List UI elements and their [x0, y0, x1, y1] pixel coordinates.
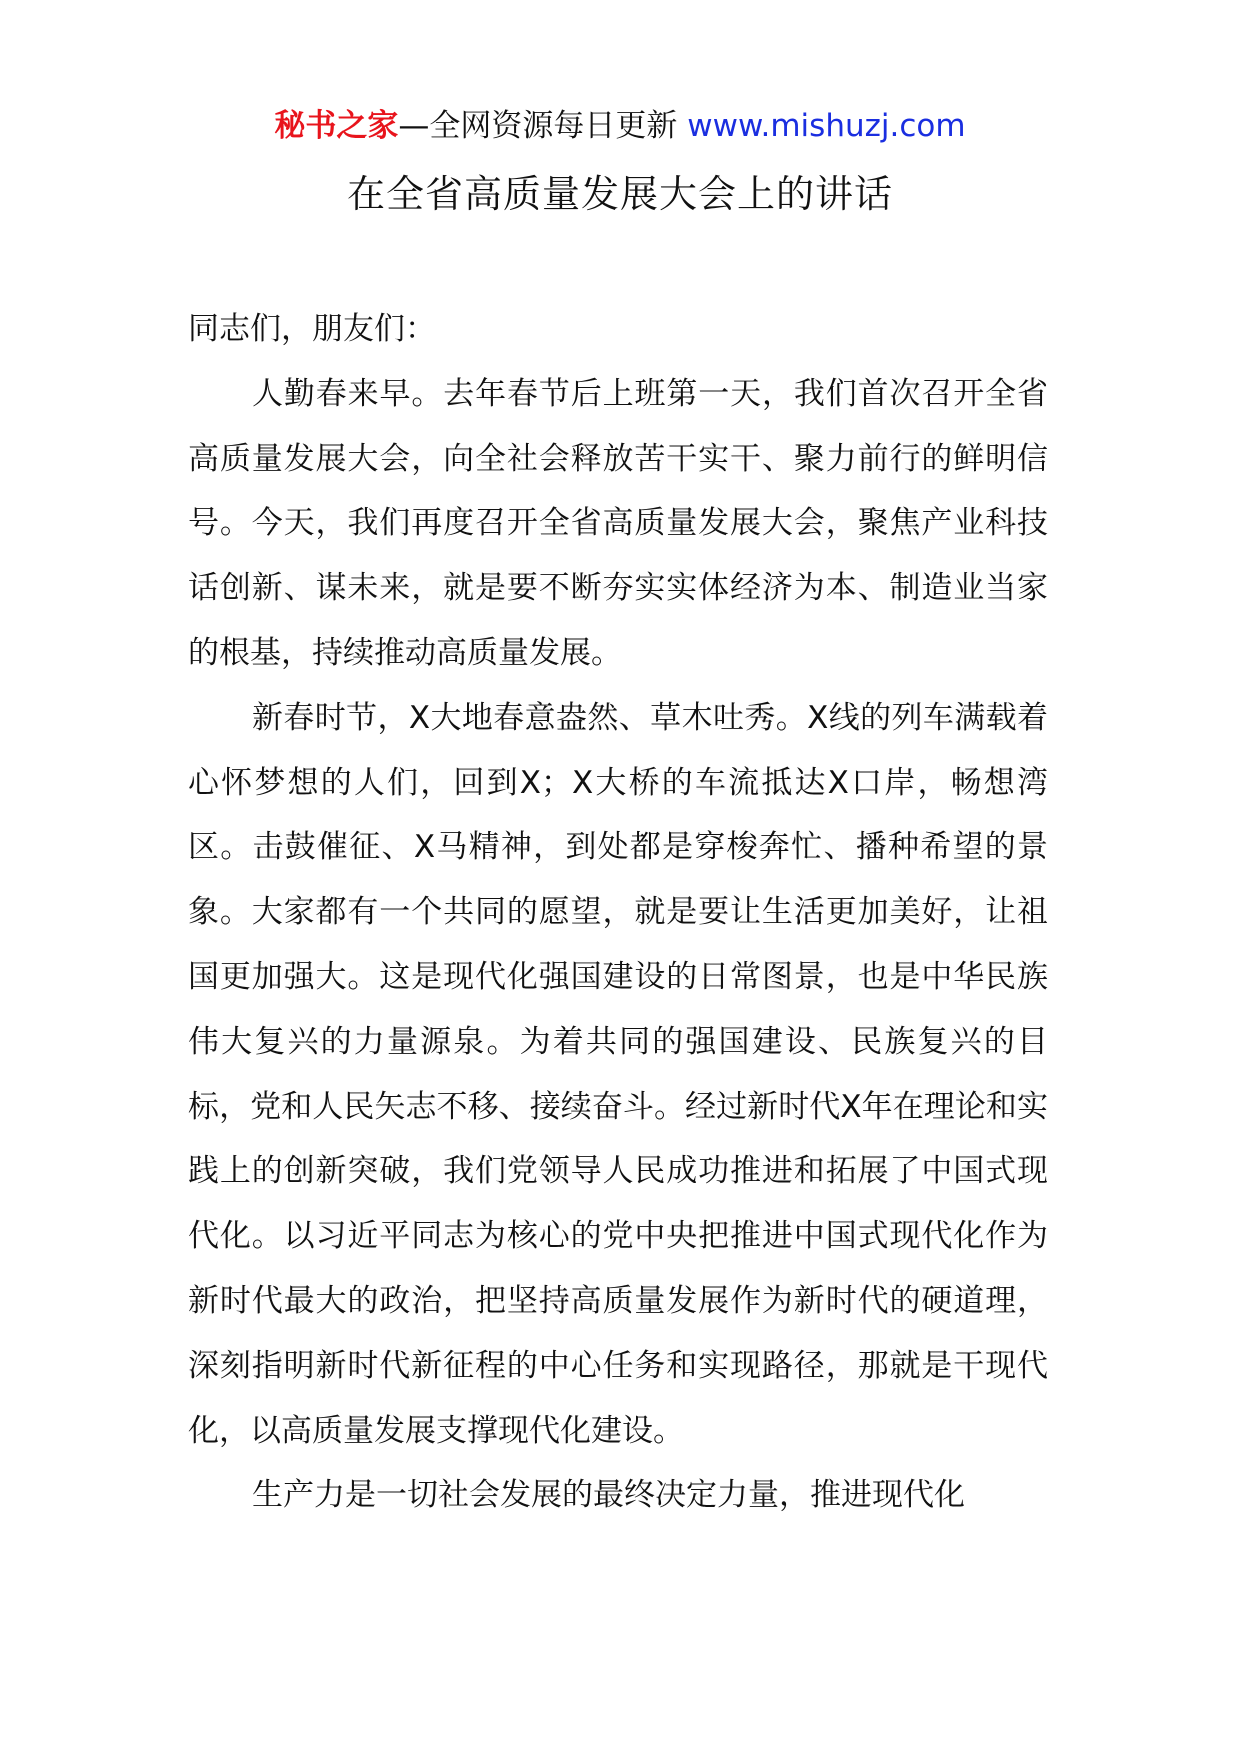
paragraph-3: 生产力是一切社会发展的最终决定力量，推进现代化 [252, 1477, 965, 1514]
paragraph-1: 人勤春来早。去年春节后上班第一天，我们首次召开全省高质量发展大会，向全社会释放苦干实干、聚力前行的鲜明信号。今天，我们再度召开全省高质量发展大会，聚焦产业科技话创新、谋未来，就是要不断夯实实体经济为本、制造业当家的根基，持续推动高质量发展。 [188, 375, 1048, 671]
site-header [0, 104, 1240, 148]
brand-name: 秘书之家 [274, 108, 399, 144]
site-url-link[interactable]: www.mishuzj.com [687, 108, 966, 144]
document-body [188, 297, 1048, 1528]
header-slogan: —全网资源每日更新 [398, 108, 688, 144]
paragraph-2: 新春时节，X大地春意盎然、草木吐秀。X线的列车满载着心怀梦想的人们，回到X；X大桥的车流抵达X口岸，畅想湾区。击鼓催征、X马精神，到处都是穿梭奔忙、播种希望的景象。大家都有一个共同的愿望，就是要让生活更加美好，让祖国更加强大。这是现代化强国建设的日常图景，也是中华民族伟大复兴的力量源泉。为着共同的强国建设、民族复兴的目标，党和人民矢志不移、接续奋斗。经过新时代X年在理论和实践上的创新突破，我们党领导人民成功推进和拓展了中国式现代化。以习近平同志为核心的党中央把推进中国式现代化作为新时代最大的政治，把坚持高质量发展作为新时代的硬道理，深刻指明新时代新征程的中心任务和实现路径，那就是干现代化，以高质量发展支撑现代化建设。 [188, 699, 1048, 1449]
salutation: 同志们，朋友们： [188, 311, 436, 347]
document-title: 在全省高质量发展大会上的讲话 [346, 172, 893, 216]
